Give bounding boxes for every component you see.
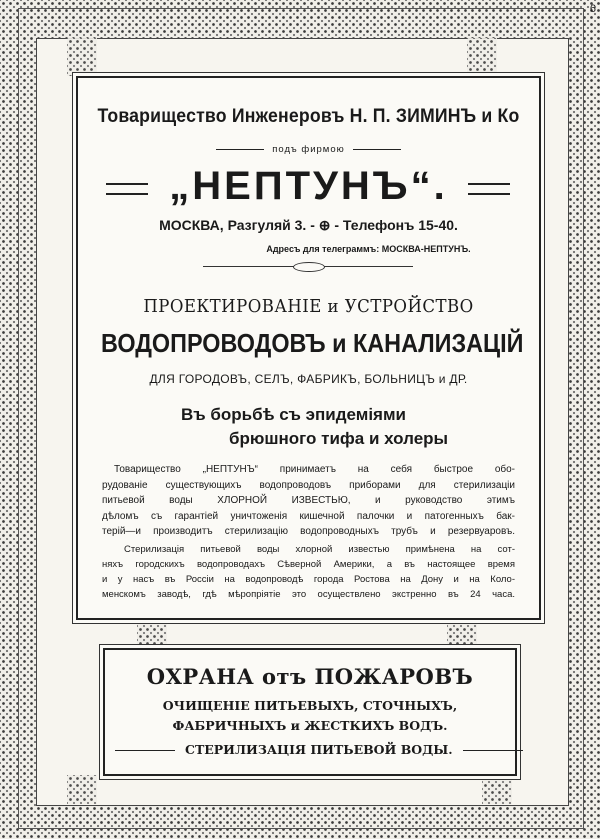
paragraph-references bbox=[102, 542, 515, 602]
sterilization-rule-right bbox=[463, 750, 523, 751]
telegram-address: Адресъ для телеграммъ: МОСКВА-НЕПТУНЪ. bbox=[266, 244, 471, 254]
sterilization-text: СТЕРИЛИЗАЦІЯ ПИТЬЕВОЙ ВОДЫ. bbox=[185, 742, 453, 757]
epidemic-heading-line-2: брюшного тифа и холеры bbox=[228, 429, 449, 448]
under-firm-caption bbox=[78, 144, 539, 155]
top-pattern-strip-right bbox=[467, 38, 497, 76]
page-number: 6 bbox=[589, 3, 596, 15]
bottom-pattern-strip-left bbox=[67, 775, 97, 804]
sterilization-line bbox=[105, 742, 515, 757]
advertisement-main-panel bbox=[76, 76, 541, 620]
project-heading: ПРОЕКТИРОВАНІЕ и УСТРОЙСТВО bbox=[143, 296, 474, 317]
brand-name: „НЕПТУНЪ“. bbox=[169, 164, 448, 208]
brand-rule-right bbox=[468, 183, 510, 195]
address-phone: МОСКВА, Разгуляй 3. - ⊕ - Телефонъ 15-40. bbox=[159, 217, 458, 233]
under-firm-text: подъ фирмою bbox=[272, 144, 345, 155]
paragraph-line: Стерилизація питьевой воды хлорной известью примѣнена на сот- bbox=[124, 544, 515, 555]
fire-protection-heading: ОХРАНА отъ ПОЖАРОВЪ bbox=[146, 664, 474, 689]
paragraph-line: дѣломъ съ гарантіей уничтоженія кишечной палочки и патогенныхъ бак- bbox=[102, 510, 515, 522]
top-pattern-strip-left bbox=[67, 38, 97, 76]
advertisement-secondary-panel bbox=[103, 648, 517, 776]
paragraph-line: терій—и производитъ стерилизацію водопроводныхъ трубъ и резервуаровъ. bbox=[102, 526, 515, 537]
ornament-divider bbox=[203, 262, 413, 272]
paragraph-line: Товарищество „НЕПТУНЪ“ принимаетъ на себя быстрое обо- bbox=[114, 464, 515, 475]
water-cleaning-line-1: ОЧИЩЕНІЕ ПИТЬЕВЫХЪ, СТОЧНЫХЪ, bbox=[162, 698, 458, 713]
water-cleaning-line-2: ФАБРИЧНЫХЪ и ЖЕСТКИХЪ ВОДЪ. bbox=[172, 718, 448, 733]
paragraph-line: питьевой воды ХЛОРНОЙ ИЗВЕСТЬЮ, и руководство этимъ bbox=[102, 495, 515, 506]
paragraph-line: рудованіе существующихъ водопроводовъ приборами для стерилизаціи bbox=[102, 479, 515, 491]
for-cities-subheading: ДЛЯ ГОРОДОВЪ, СЕЛЪ, ФАБРИКЪ, БОЛЬНИЦЪ и ДР. bbox=[149, 372, 468, 386]
paragraph-line: и у насъ въ Россіи на водопроводѣ города Ростова на Дону и на Коло- bbox=[102, 574, 515, 585]
water-heading: ВОДОПРОВОДОВЪ и КАНАЛИЗАЦІЙ bbox=[101, 328, 524, 358]
company-name: Товарищество Инженеровъ Н. П. ЗИМИНЪ и Ко bbox=[97, 106, 520, 127]
epidemic-heading-line-1: Въ борьбѣ съ эпидеміями bbox=[180, 405, 406, 424]
paragraph-line: няхъ городскихъ водопроводахъ Сѣверной Америки, а въ настоящее время bbox=[102, 559, 515, 570]
paragraph-service bbox=[102, 462, 515, 540]
caption-rule-left bbox=[216, 149, 264, 150]
caption-rule-right bbox=[353, 149, 401, 150]
paragraph-line: менскомъ заводѣ, гдѣ мѣропріятіе это осуществлено экстренно въ 24 часа. bbox=[102, 589, 515, 600]
sterilization-rule-left bbox=[115, 750, 175, 751]
bottom-pattern-strip-right bbox=[482, 775, 512, 804]
